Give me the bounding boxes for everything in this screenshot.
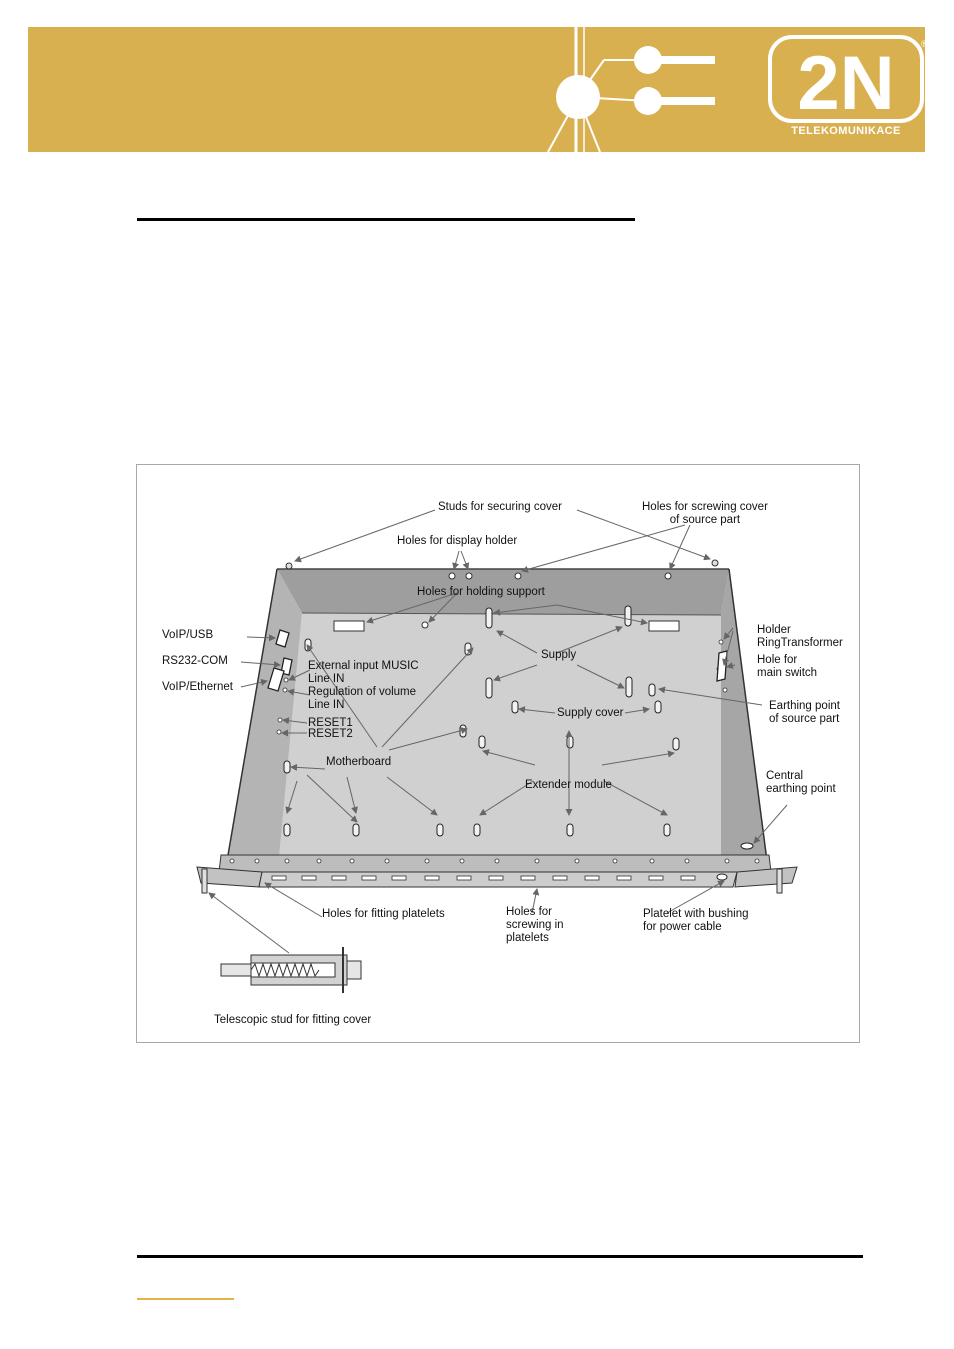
chassis-drawing <box>137 465 859 1042</box>
label-voip-usb: VoIP/USB <box>162 629 214 641</box>
header-band <box>28 27 928 152</box>
label-holder-ring-transformer: Holder RingTransformer <box>757 624 843 649</box>
label-holes-screwing-platelets: Holes for screwing in platelets <box>506 906 564 944</box>
footer-rule <box>137 1255 863 1258</box>
label-supply: Supply <box>541 649 577 661</box>
label-reset1: RESET1 <box>308 717 353 729</box>
label-hole-main-switch: Hole for main switch <box>757 654 818 679</box>
logo-subtitle: TELEKOMUNIKACE <box>791 125 901 137</box>
logo-2n: 2N <box>797 41 895 126</box>
label-external-input-music: External input MUSIC Line IN <box>308 660 419 685</box>
label-platelet-bushing: Platelet with bushing for power cable <box>643 908 749 933</box>
svg-text:®: ® <box>921 39 928 49</box>
label-motherboard: Motherboard <box>326 756 392 768</box>
telescopic-stud-drawing <box>221 947 361 993</box>
title-underline <box>137 218 635 221</box>
label-regulation-volume: Regulation of volume Line IN <box>308 686 417 711</box>
footer-link-underline <box>137 1298 234 1300</box>
label-holes-fitting-platelets: Holes for fitting platelets <box>322 908 445 920</box>
label-central-earthing: Central earthing point <box>766 770 836 795</box>
label-reset2: RESET2 <box>308 728 353 740</box>
label-voip-ethernet: VoIP/Ethernet <box>162 681 233 693</box>
label-extender-module: Extender module <box>525 779 612 791</box>
label-telescopic-stud: Telescopic stud for fitting cover <box>214 1014 372 1026</box>
label-rs232-com: RS232-COM <box>162 655 228 667</box>
label-holes-holding-support: Holes for holding support <box>417 586 545 598</box>
label-supply-cover: Supply cover <box>557 707 624 719</box>
label-earthing-source: Earthing point of source part <box>769 700 840 725</box>
label-studs-cover: Studs for securing cover <box>438 501 563 513</box>
label-holes-screwing-cover: Holes for screwing cover of source part <box>642 501 768 526</box>
chassis-diagram <box>136 464 860 1043</box>
label-holes-display-holder: Holes for display holder <box>397 535 518 547</box>
